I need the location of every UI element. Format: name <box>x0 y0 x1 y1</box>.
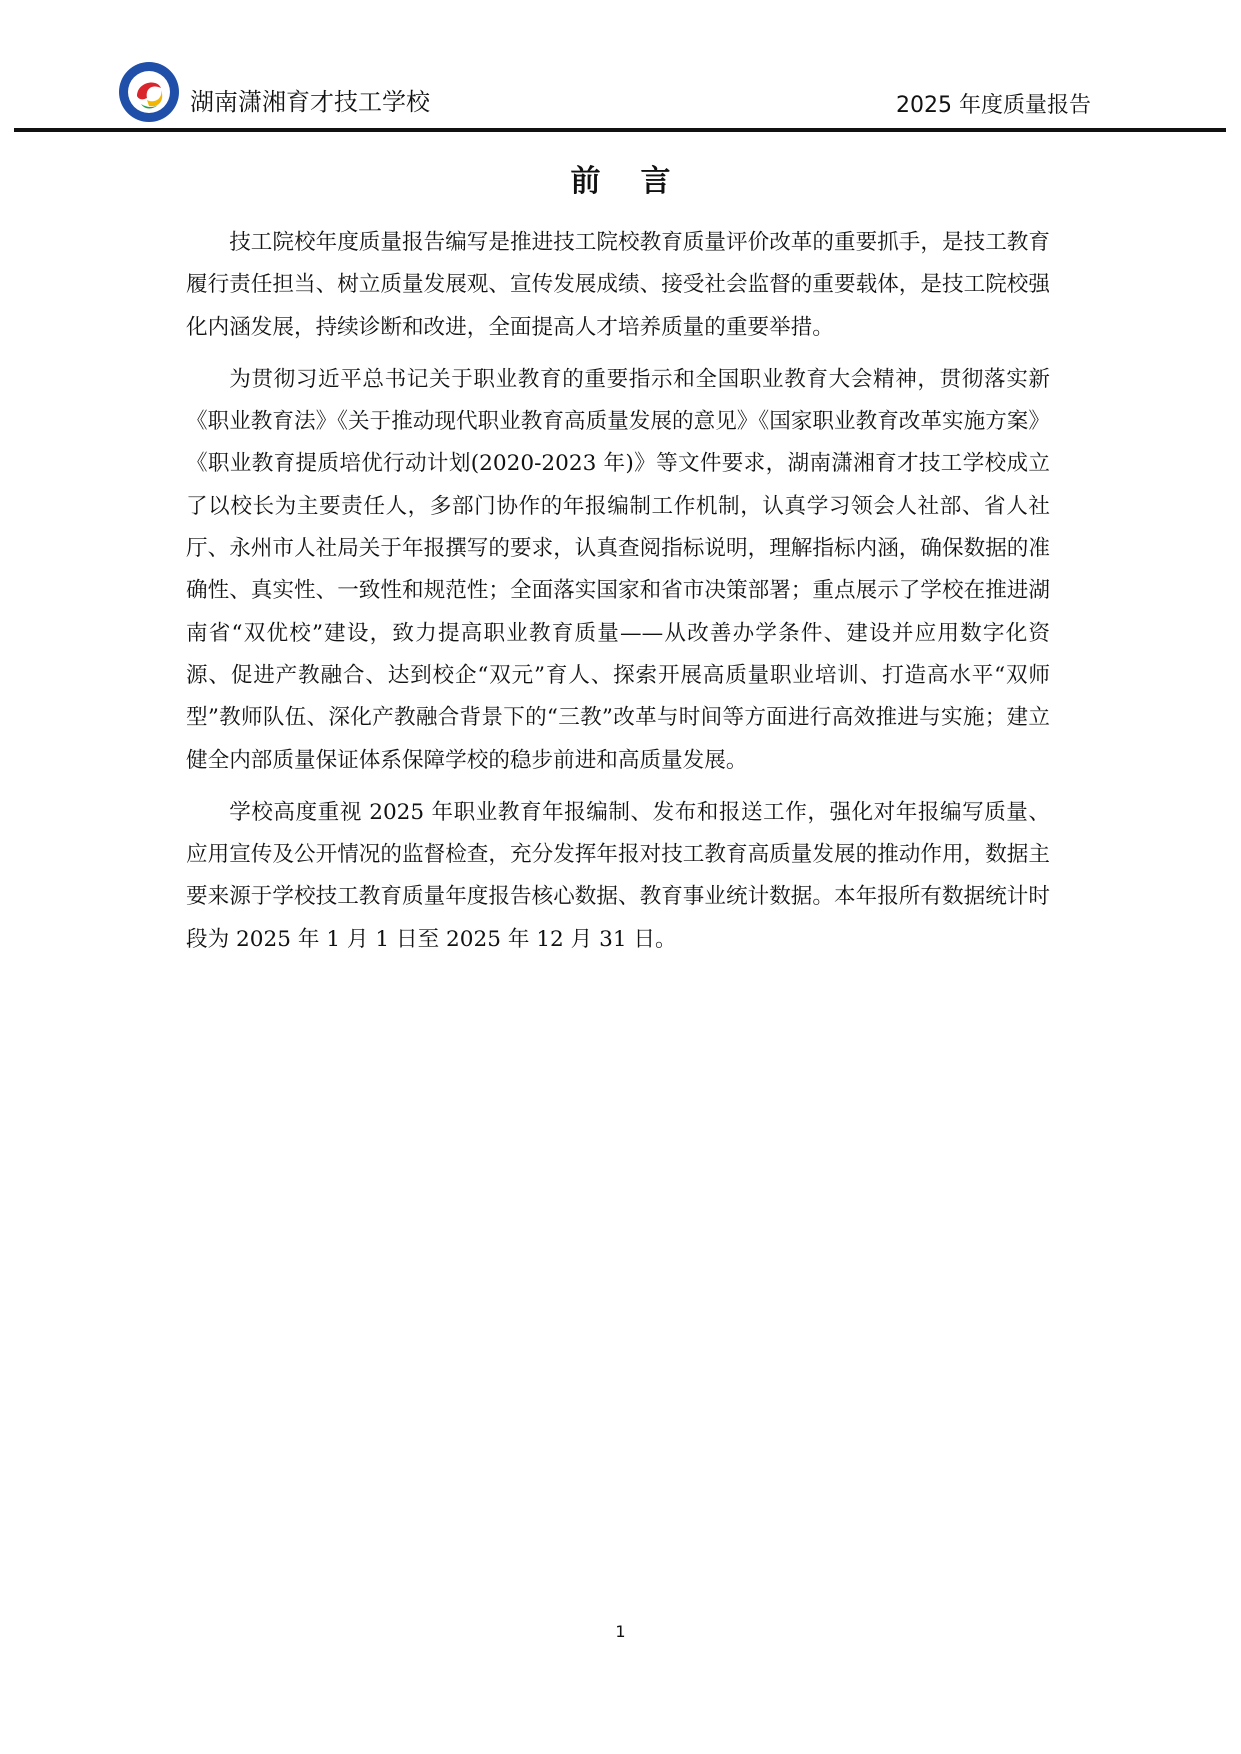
page-number: 1 <box>615 1622 626 1641</box>
paragraph: 学校高度重视 2025 年职业教育年报编制、发布和报送工作，强化对年报编写质量、应用宣传及公开情况的监督检查，充分发挥年报对技工教育高质量发展的推动作用，数据主要来源于学校技工教育质量年度报告核心数据、教育事业统计数据。本年报所有数据统计时段为 2025 年 1 月 1 日至 2025 年 12 月 31 日。 <box>186 799 1050 952</box>
preface-body <box>186 222 1050 971</box>
school-emblem-icon <box>117 60 181 124</box>
paragraph: 为贯彻习近平总书记关于职业教育的重要指示和全国职业教育大会精神，贯彻落实新《职业教育法》《关于推动现代职业教育高质量发展的意见》《国家职业教育改革实施方案》《职业教育提质培优行动计划(2020-2023 年)》等文件要求，湖南潇湘育才技工学校成立了以校长为主要责任人，多部门协作的年报编制工作机制，认真学习领会人社部、省人社厅、永州市人社局关于年报撰写的要求，认真查阅指标说明，理解指标内涵，确保数据的准确性、真实性、一致性和规范性；全面落实国家和省市决策部署；重点展示了学校在推进湖南省“双优校”建设，致力提高职业教育质量——从改善办学条件、建设并应用数字化资源、促进产教融合、达到校企“双元”育人、探索开展高质量职业培训、打造高水平“双师型”教师队伍、深化产教融合背景下的“三教”改革与时间等方面进行高效推进与实施；建立健全内部质量保证体系保障学校的稳步前进和高质量发展。 <box>186 366 1050 773</box>
paragraph: 技工院校年度质量报告编写是推进技工院校教育质量评价改革的重要抓手，是技工教育履行责任担当、树立质量发展观、宣传发展成绩、接受社会监督的重要载体，是技工院校强化内涵发展，持续诊断和改进，全面提高人才培养质量的重要举措。 <box>186 230 1050 340</box>
school-name: 湖南潇湘育才技工学校 <box>190 88 430 116</box>
page-header <box>0 0 1241 135</box>
header-divider <box>14 128 1226 132</box>
page-title: 前言 <box>570 164 711 199</box>
report-title: 2025 年度质量报告 <box>896 93 1091 118</box>
